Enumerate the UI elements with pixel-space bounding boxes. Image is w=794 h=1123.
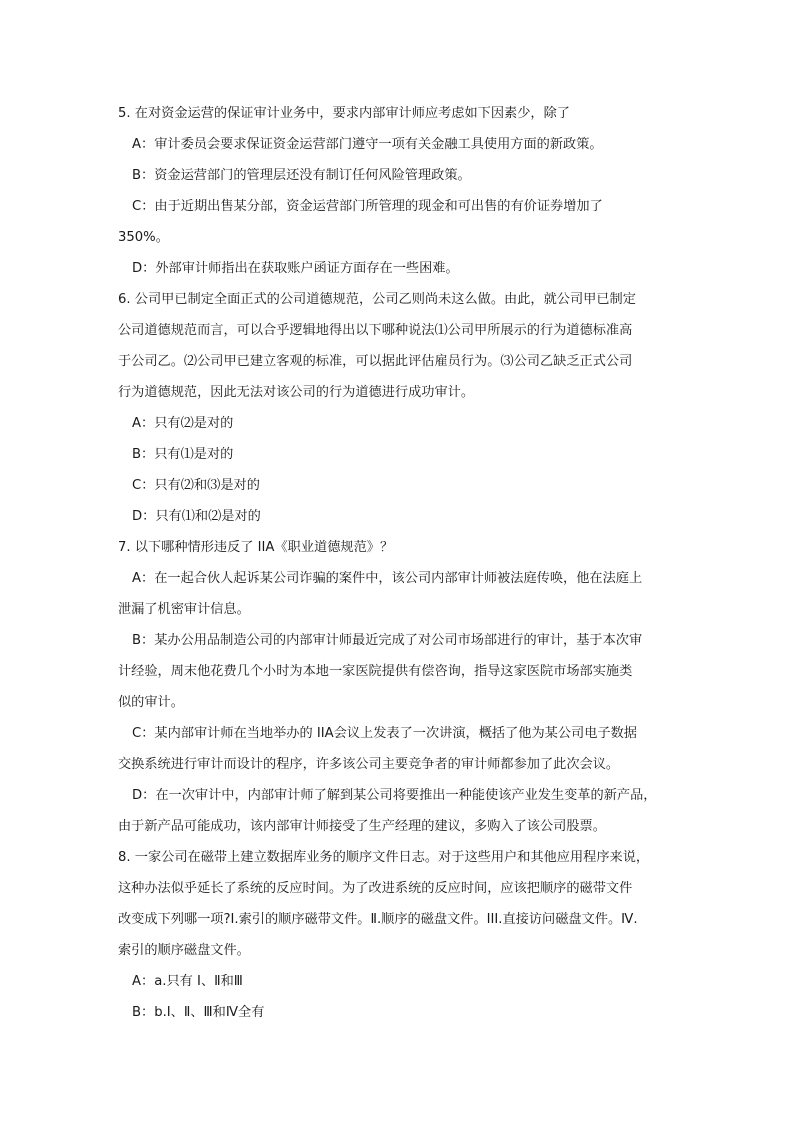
question-text-line: 索引的顺序磁盘文件。 (118, 943, 250, 958)
question-6 (118, 284, 678, 532)
question-text-line: 改变成下列哪一项?I.索引的顺序磁带文件。Ⅱ.顺序的磁盘文件。III.直接访问磁盘文件。Ⅳ. (118, 912, 638, 927)
option-a (118, 408, 678, 439)
option-text-line: 由于新产品可能成功，该内部审计师接受了生产经理的建议，多购入了该公司股票。 (118, 819, 606, 834)
option-text-line: D：外部审计师指出在获取账户函证方面存在一些困难。 (132, 261, 459, 276)
option-d (118, 780, 678, 842)
option-text-line: 计经验，周末他花费几个小时为本地一家医院提供有偿咨询，指导这家医院市场部实施类 (118, 664, 633, 679)
question-text-line: 公司道德规范而言，可以合乎逻辑地得出以下哪种说法⑴公司甲所展示的行为道德标准高 (118, 323, 633, 338)
option-text-line: 350%。 (118, 230, 169, 245)
option-text-line: B：只有⑴是对的 (132, 447, 234, 462)
option-d (118, 501, 678, 532)
option-b (118, 997, 678, 1028)
option-b (118, 160, 678, 191)
option-text-line: A：审计委员会要求保证资金运营部门遵守一项有关金融工具使用方面的新政策。 (132, 137, 603, 152)
option-b (118, 625, 678, 718)
option-text-line: 交换系统进行审计而设计的程序，许多该公司主要竞争者的审计师都参加了此次会议。 (118, 757, 620, 772)
option-text-line: D：只有⑴和⑵是对的 (132, 509, 261, 524)
question-text-line: 行为道德规范，因此无法对该公司的行为道德进行成功审计。 (118, 385, 475, 400)
question-5 (118, 98, 678, 284)
option-text-line: B：某办公用品制造公司的内部审计师最近完成了对公司市场部进行的审计，基于本次审 (132, 633, 643, 648)
option-c (118, 470, 678, 501)
option-d (118, 253, 678, 284)
option-text-line: A：a.只有 I、Ⅱ和Ⅲ (132, 974, 243, 989)
option-text-line: 泄漏了机密审计信息。 (118, 602, 250, 617)
question-8 (118, 842, 678, 1028)
question-text-line: 于公司乙。⑵公司甲已建立客观的标准，可以据此评估雇员行为。⑶公司乙缺乏正式公司 (118, 354, 633, 369)
question-text-line: 5. 在对资金运营的保证审计业务中，要求内部审计师应考虑如下因素少，除了 (118, 106, 570, 121)
question-7 (118, 532, 678, 842)
option-a (118, 563, 678, 625)
document-page (118, 98, 678, 1028)
question-text-line: 7. 以下哪种情形违反了 IIA《职业道德规范》？ (118, 540, 394, 555)
option-text-line: B：资金运营部门的管理层还没有制订任何风险管理政策。 (132, 168, 471, 183)
option-text-line: C：某内部审计师在当地举办的 IIA会议上发表了一次讲演，概括了他为某公司电子数据 (132, 726, 637, 741)
question-text-line: 6. 公司甲已制定全面正式的公司道德规范，公司乙则尚未这么做。由此，就公司甲已制定 (118, 292, 636, 307)
option-text-line: 似的审计。 (118, 695, 184, 710)
option-b (118, 439, 678, 470)
option-text-line: C：只有⑵和⑶是对的 (132, 478, 260, 493)
option-text-line: B：b.I、Ⅱ、Ⅲ和Ⅳ全有 (132, 1005, 265, 1020)
question-text-line: 8. 一家公司在磁带上建立数据库业务的顺序文件日志。对于这些用户和其他应用程序来说， (118, 850, 650, 865)
option-a (118, 129, 678, 160)
option-text-line: A：只有⑵是对的 (132, 416, 234, 431)
question-text-line: 这种办法似乎延长了系统的反应时间。为了改进系统的反应时间，应该把顺序的磁带文件 (118, 881, 633, 896)
option-c (118, 191, 678, 253)
option-a (118, 966, 678, 997)
option-c (118, 718, 678, 780)
option-text-line: C：由于近期出售某分部，资金运营部门所管理的现金和可出售的有价证券增加了 (132, 199, 603, 214)
option-text-line: A：在一起合伙人起诉某公司诈骗的案件中，该公司内部审计师被法庭传唤，他在法庭上 (132, 571, 643, 586)
option-text-line: D：在一次审计中，内部审计师了解到某公司将要推出一种能使该产业发生变革的新产品， (132, 788, 657, 803)
